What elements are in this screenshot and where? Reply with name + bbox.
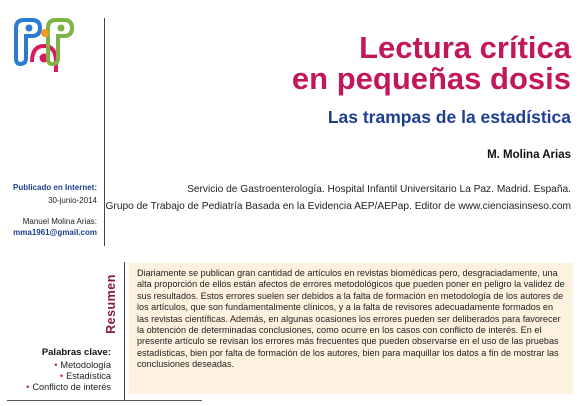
keywords-label: Palabras clave:: [41, 347, 111, 358]
article-subtitle: Las trampas de la estadística: [327, 107, 571, 127]
keyword-text: Estadística: [66, 371, 111, 381]
contact-email[interactable]: mma1961@gmail.com: [13, 228, 97, 237]
pap-logo-icon: [12, 18, 76, 76]
bullet-icon: •: [54, 360, 58, 370]
keywords-list: [26, 360, 111, 393]
affiliation-line-1: Servicio de Gastroenterología. Hospital Infantil Universitario La Paz. Madrid. España.: [187, 184, 571, 195]
abstract-label-box: [104, 274, 118, 334]
affiliation-line-2: Grupo de Trabajo de Pediatría Basada en la Evidencia AEP/AEPap. Editor de www.cienciasinseso.com: [105, 201, 571, 212]
keyword-item: [26, 371, 111, 382]
article-title: [292, 32, 571, 94]
keyword-text: Metodología: [60, 360, 111, 370]
contact-author: Manuel Molina Arias:: [22, 217, 97, 226]
footnote-rule: [7, 400, 202, 401]
bullet-icon: •: [59, 371, 64, 381]
title-line-1: Lectura crítica: [359, 30, 571, 65]
keyword-text: Conflicto de interés: [32, 382, 111, 392]
abstract-text: Diariamente se publican gran cantidad de artículos en revistas biomédicas pero, desgraciadamente, una alta proporción de ellos están afectos de errores metodológicos que pueden poner en peligro la validez de sus resultados. Estos errores suelen ser debidos a la falta de formación en metodología de los autores de los artículos, que son fundamentalmente clínicos, y a la falta de revisores adecuadamente formados en las revistas científicas. Además, en algunas ocasiones los errores pueden ser deliberados para favorecer la obtención de determinadas conclusiones, como ocurre en los casos con conflicto de interés. En el presente artículo se revisan los errores más frecuentes que pueden observarse en el uso de las pruebas estadísticas, bien por falta de formación de los autores, bien para maquillar los datos a fin de mostrar las conclusiones deseadas.: [129, 263, 573, 394]
abstract-label: Resumen: [104, 274, 118, 334]
affiliation: [106, 181, 572, 215]
author-name: M. Molina Arias: [487, 149, 571, 161]
title-line-2: en pequeñas dosis: [291, 61, 571, 96]
publication-label: Publicado en Internet:: [12, 183, 97, 192]
bullet-icon: •: [26, 382, 30, 392]
keyword-item: [26, 360, 111, 371]
keyword-item: [26, 382, 111, 393]
publication-date: 30-junio-2014: [48, 196, 97, 205]
abstract-divider: [124, 262, 125, 400]
